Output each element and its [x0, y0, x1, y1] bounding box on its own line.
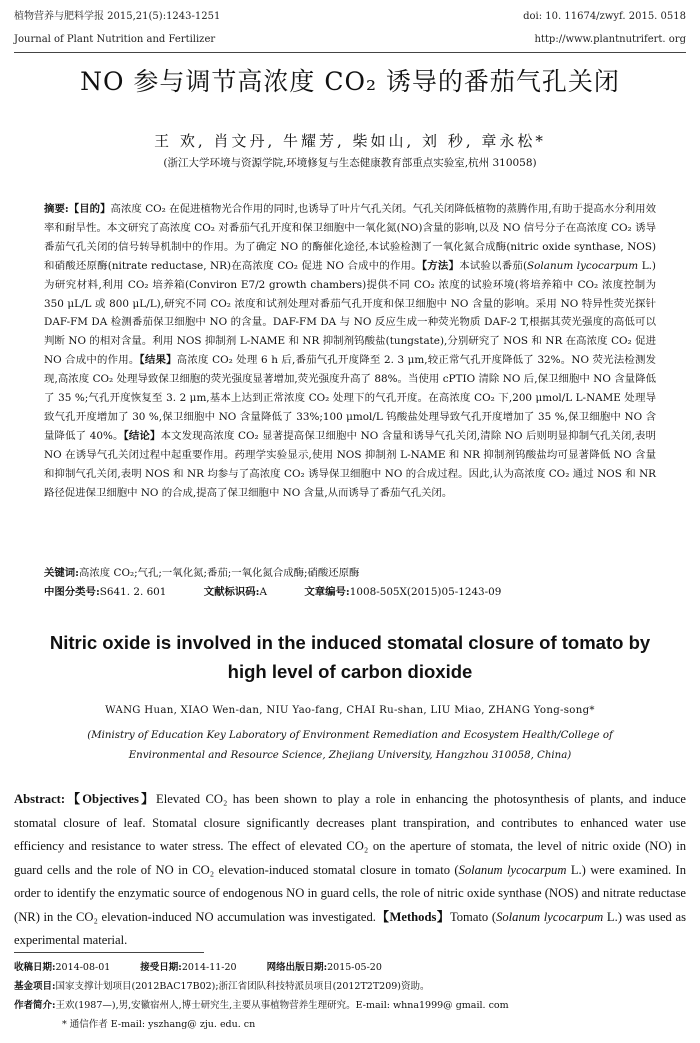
clc-label: 中图分类号:	[44, 586, 100, 598]
methods-text-en-a: Tomato (	[449, 909, 497, 924]
affiliation-en: (Ministry of Education Key Laboratory of Environment Remediation and Ecosystem Health/College of Environmental and Resource Science, Zhejiang University, Hangzhou 310058, China)	[87, 730, 613, 761]
fund-line	[14, 980, 686, 994]
received-date: 2014-08-01	[55, 962, 111, 973]
running-header-bottom	[14, 33, 686, 47]
keywords-value: 高浓度 CO₂;气孔;一氧化氮;番茄;一氧化氮合成酶;硝酸还原酶	[79, 567, 360, 579]
result-label: 【结果】	[139, 354, 177, 367]
corresponding-author: * 通信作者 E-mail: yszhang@ zju. edu. cn	[62, 1019, 256, 1030]
method-text-b: L.)为研究材料,利用 CO₂ 培养箱(Conviron E7/2 growth chambers)提供不同 CO₂ 浓度的试验环境(将培养箱中 CO₂ 浓度控制为 350 μL/L 或 800 μL/L),研究不同 CO₂ 浓度和试剂处理对番茄气孔开度和保卫细胞中 NO 含量的影响。采用 NO 特异性荧光探针 DAF-FM DA 检测番茄保卫细胞中 NO 的含量。DAF-FM DA 与 NO 反应生成一种荧光物质 DAF-2 T,根据其荧光强度的高低可以判断 NO 的相对含量。利用 NOS 抑制剂 L-NAME 和 NR 抑制剂钨酸盐(tungstate),分别研究了 NOS 和 NR 在高浓度 CO₂ 促进 NO 合成中的作用。	[44, 259, 656, 367]
methods-species-en: Solanum lycocarpum	[496, 909, 604, 924]
methods-text-en-b: L.) was used as experimental material.	[14, 909, 686, 947]
accepted-date: 2014-11-20	[181, 962, 237, 973]
objective-text: 高浓度 CO₂ 在促进植物光合作用的同时,也诱导了叶片气孔关闭。气孔关闭降低植物的蒸腾作用,有助于提高水分利用效率和耐旱性。本文研究了高浓度 CO₂ 对番茄气孔开度和保卫细胞中一氧化氮(NO)含量的影响,以及 NO 信号分子在高浓度 CO₂ 诱导番茄气孔关闭的信号转导机制中的作用。为了确定 NO 的酶催化途径,本试验检测了一氧化氮合成酶(nitric oxide synthase, NOS)和硝酸还原酶(nitrate reductase, NR)在高浓度 CO₂ 促进 NO 合成中的作用。	[44, 203, 657, 272]
fund-label: 基金项目:	[14, 981, 56, 992]
article-no-label: 文章编号:	[304, 586, 350, 598]
journal-name-en: Journal of Plant Nutrition and Fertilizer	[14, 34, 216, 45]
objective-label: 【目的】	[68, 203, 111, 215]
authors-en: WANG Huan, XIAO Wen-dan, NIU Yao-fang, CHAI Ru-shan, LIU Miao, ZHANG Yong-song*	[105, 705, 595, 716]
classification-line	[44, 583, 656, 598]
keywords-cn	[44, 564, 656, 582]
running-header-top	[14, 10, 686, 24]
doi[interactable]: doi: 10. 11674/zwyf. 2015. 0518	[523, 11, 686, 22]
method-text-a: 本试验以番茄(	[459, 259, 528, 272]
objectives-text-en-b: L.) were examined. In order to identify the enzymatic source of endogenous NO in guard cells, the role of nitric oxide synthase (NOS) and nitrate reductase (NR) in the CO₂ elevation-induced NO accumulation was investigated.	[14, 862, 686, 924]
header-rule	[14, 52, 686, 53]
journal-citation-cn: 植物营养与肥料学报 2015,21(5):1243-1251	[14, 11, 221, 22]
authors-cn: 王 欢, 肖文丹, 牛耀芳, 柴如山, 刘 秒, 章永松*	[154, 132, 546, 150]
affiliation-cn: (浙江大学环境与资源学院,环境修复与生态健康教育部重点实验室,杭州 310058)	[163, 157, 537, 169]
doccode-value: A	[259, 586, 268, 598]
received-label: 收稿日期:	[14, 962, 56, 973]
article-no-value: 1008-505X(2015)05-1243-09	[349, 586, 502, 598]
result-text: 高浓度 CO₂ 处理 6 h 后,番茄气孔开度降至 2. 3 μm,较正常气孔开度降低了 32%。NO 荧光法检测发现,高浓度 CO₂ 处理导致保卫细胞的荧光强度显著增加,荧光强度升高了 88%。当使用 cPTIO 清除 NO 后,保卫细胞中 NO 含量降低了 35 %;气孔开度恢复至 3. 2 μm,基本上达到正常浓度 CO₂ 处理下的气孔开度。在高浓度 CO₂ 下,200 μmol/L L-NAME 处理导致气孔开度增加了 30 %,保卫细胞中 NO 含量降低了 33%;100 μmol/L 钨酸盐处理导致气孔开度增加了 35 %,保卫细胞中 NO 含量降低了 40%。	[44, 354, 656, 442]
method-label: 【方法】	[421, 259, 460, 272]
online-date: 2015-05-20	[327, 962, 382, 973]
abstract-en-label: Abstract:	[14, 792, 66, 806]
keywords-label: 关键词:	[44, 567, 80, 579]
abstract-en	[14, 788, 686, 953]
conclusion-text: 本文发现高浓度 CO₂ 显著提高保卫细胞中 NO 含量和诱导气孔关闭,清除 NO 后则明显抑制气孔关闭,表明 NO 在诱导气孔关闭过程中起重要作用。药理学实验显示,使用 NOS 抑制剂 L-NAME 和 NR 抑制剂钨酸盐均可显著降低 NO 含量和抑制气孔关闭,表明 NOS 和 NR 均参与了高浓度 CO₂ 诱导保卫细胞中 NO 的合成过程。因此,认为高浓度 CO₂ 通过 NOS 和 NR 路径促进保卫细胞中 NO 的合成,提高了保卫细胞中 NO 含量,从而诱导了番茄气孔关闭。	[44, 429, 656, 499]
title-en: Nitric oxide is involved in the induced stomatal closure of tomato by high level of carbon dioxide	[49, 632, 651, 682]
bio-label: 作者简介:	[14, 1000, 56, 1011]
abstract-cn-label: 摘要:	[44, 203, 69, 215]
methods-label-en: 【Methods】	[375, 909, 450, 924]
footnote-rule	[14, 952, 204, 953]
fund-text: 国家支撑计划项目(2012BAC17B02);浙江省团队科技特派员项目(2012T2T209)资助。	[55, 981, 430, 992]
abstract-cn	[44, 200, 656, 503]
doccode-label: 文献标识码:	[203, 586, 260, 598]
conclusion-label: 【结论】	[123, 429, 161, 442]
online-label: 网络出版日期:	[266, 962, 328, 973]
dates-line	[14, 961, 686, 975]
clc-value: S641. 2. 601	[99, 586, 167, 598]
species-en: Solanum lycocarpum	[458, 862, 567, 877]
method-species: Solanum lycocarpum	[527, 259, 639, 272]
title-cn: NO 参与调节高浓度 CO₂ 诱导的番茄气孔关闭	[80, 67, 620, 96]
accepted-label: 接受日期:	[140, 962, 182, 973]
bio-text: 王欢(1987—),男,安徽宿州人,博士研究生,主要从事植物营养生理研究。E-mail: whna1999@ gmail. com	[55, 1000, 509, 1011]
objectives-label-en: 【Objectives】	[65, 792, 156, 806]
objectives-text-en: Elevated CO₂ has been shown to play a role in enhancing the photosynthesis of plants, and induce stomatal closure of leaf. Stomatal closure significantly decreases plant transpiration, and contributes to enhanced water use efficiency and resistance to water stress. The effect of elevated CO₂ on the aperture of stomata, the level of nitric oxide (NO) in guard cells and the role of NO in CO₂ elevation-induced stomatal closure in tomato (	[14, 792, 687, 877]
bio-line	[14, 999, 686, 1013]
journal-url[interactable]: http://www.plantnutrifert. org	[534, 34, 686, 45]
